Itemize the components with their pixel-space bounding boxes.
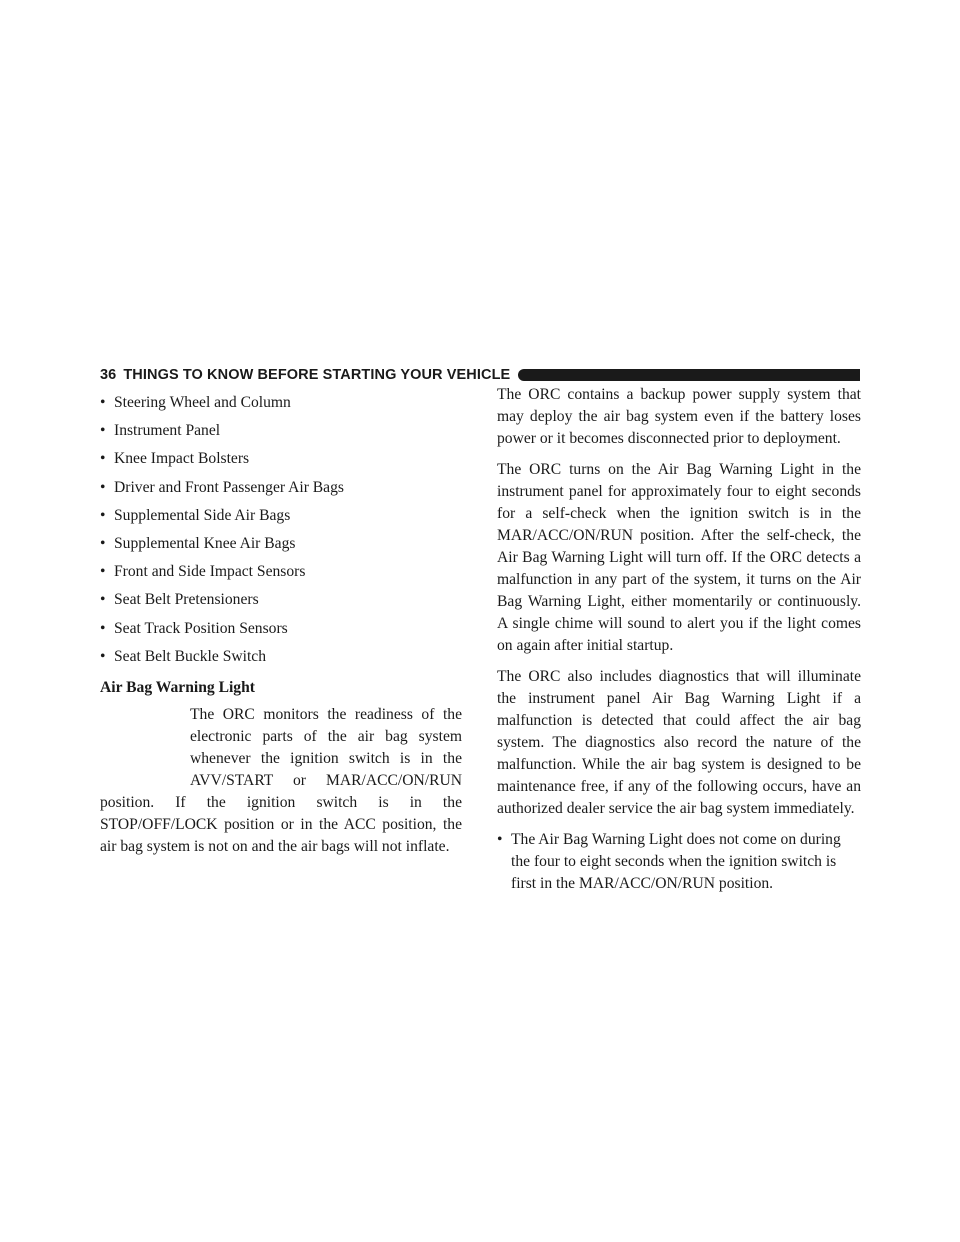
- bullet-icon: •: [100, 647, 106, 665]
- list-item: [100, 477, 462, 505]
- warning-icon-area: [100, 704, 190, 792]
- bullet-icon: •: [100, 534, 106, 552]
- component-list: [100, 392, 462, 674]
- list-item-text: Driver and Front Passenger Air Bags: [114, 478, 344, 496]
- warning-light-paragraph: The ORC monitors the readiness of the electronic parts of the air bag system whenever the ignition switch is in the AVV/START or MAR/ACC/ON/RUN position. If the ignition switch is in the STOP/OFF/LOCK position or in the ACC position, the air bag system is not on and the air bags will not inflate.: [100, 705, 462, 855]
- list-item: [100, 505, 462, 533]
- warning-light-paragraph-block: [100, 704, 462, 858]
- right-column: [497, 384, 861, 895]
- bullet-icon: •: [100, 619, 106, 637]
- list-item-text: Seat Track Position Sensors: [114, 619, 288, 637]
- bullet-icon: •: [100, 422, 106, 440]
- bullet-icon: •: [100, 394, 106, 411]
- page-number: 36: [100, 367, 117, 383]
- list-item-text: The Air Bag Warning Light does not come on during the four to eight seconds when the ignition switch is first in the MAR/ACC/ON/RUN position.: [511, 831, 841, 892]
- bullet-icon: •: [100, 563, 106, 581]
- list-item: [100, 533, 462, 561]
- section-heading: Air Bag Warning Light: [100, 678, 255, 696]
- section-title: THINGS TO KNOW BEFORE STARTING YOUR VEHICLE: [123, 367, 511, 383]
- list-item: [100, 646, 462, 674]
- list-item-text: Steering Wheel and Column: [114, 394, 291, 411]
- header-rule: [518, 369, 860, 381]
- page-header: [100, 366, 860, 384]
- list-item: [497, 829, 861, 895]
- bullet-icon: •: [497, 831, 503, 848]
- bullet-icon: •: [100, 591, 106, 609]
- list-item-text: Supplemental Side Air Bags: [114, 506, 291, 524]
- bullet-icon: •: [100, 506, 106, 524]
- list-item: [100, 392, 462, 420]
- list-item-text: Knee Impact Bolsters: [114, 450, 250, 468]
- paragraph: The ORC turns on the Air Bag Warning Light in the instrument panel for approximately four to eight seconds for a self-check when the ignition switch is in the MAR/ACC/ON/RUN position. After the self-check, the Air Bag Warning Light will turn off. If the ORC detects a malfunction in any part of the system, it turns on the Air Bag Warning Light, either momentarily or continuously. A single chime will sound to alert you if the light comes on again after initial startup.: [497, 461, 861, 654]
- list-item: [100, 561, 462, 589]
- bullet-icon: •: [100, 478, 106, 496]
- list-item-text: Front and Side Impact Sensors: [114, 563, 306, 581]
- list-item-text: Seat Belt Buckle Switch: [114, 647, 267, 665]
- list-item-text: Supplemental Knee Air Bags: [114, 534, 296, 552]
- list-item: [100, 618, 462, 646]
- bullet-icon: •: [100, 450, 106, 468]
- paragraph: The ORC also includes diagnostics that will illuminate the instrument panel Air Bag Warning Light if a malfunction is detected that could affect the air bag system. The diagnostics also record the nature of the malfunction. While the air bag system is designed to be maintenance free, if any of the following occurs, have an authorized dealer service the air bag system immediately.: [497, 668, 861, 817]
- list-item-text: Seat Belt Pretensioners: [114, 591, 259, 609]
- list-item: [100, 589, 462, 617]
- list-item: [100, 448, 462, 476]
- left-column: [100, 392, 462, 858]
- paragraph: The ORC contains a backup power supply system that may deploy the air bag system even if the battery loses power or it becomes disconnected prior to deployment.: [497, 386, 861, 447]
- list-item-text: Instrument Panel: [114, 422, 221, 440]
- list-item: [100, 420, 462, 448]
